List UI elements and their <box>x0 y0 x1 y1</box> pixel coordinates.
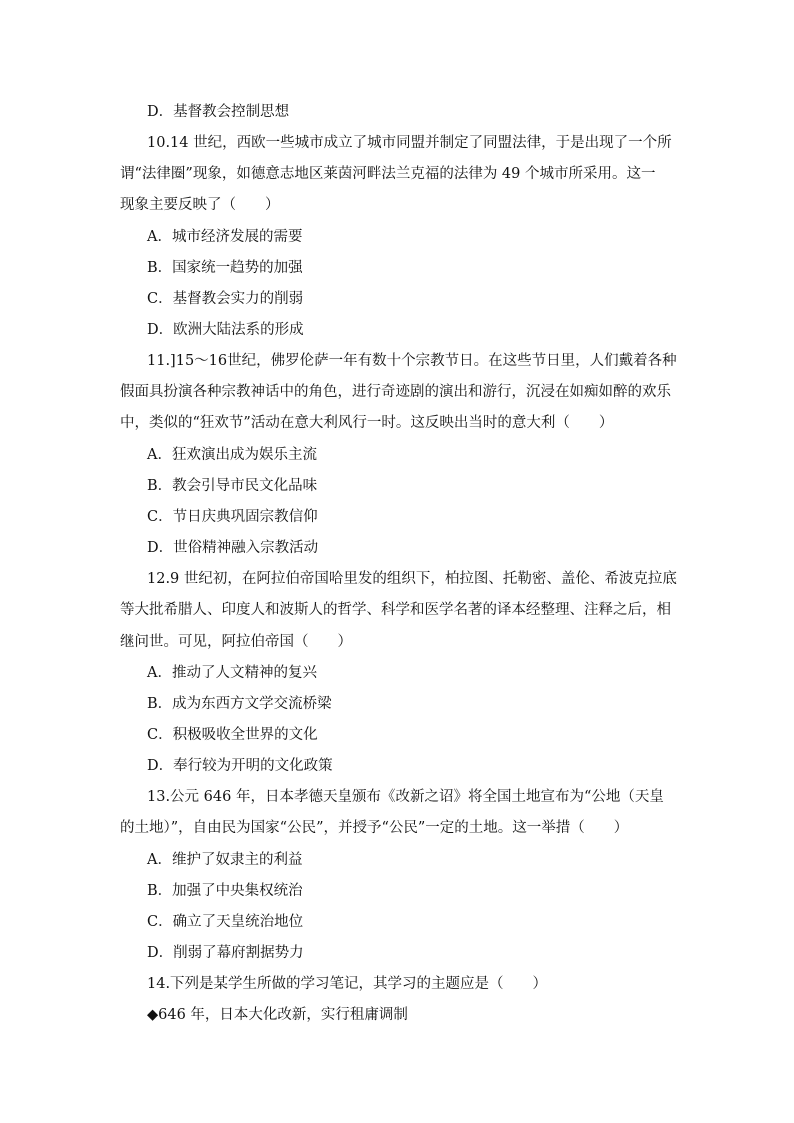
q11-stem-line-3: 中，类似的“狂欢节”活动在意大利风行一时。这反映出当时的意大利（ ） <box>120 415 614 431</box>
q11-option-a: A．狂欢演出成为娱乐主流 <box>147 447 317 463</box>
q10-stem-line-1: 10.14 世纪，西欧一些城市成立了城市同盟并制定了同盟法律，于是出现了一个所 <box>147 135 672 151</box>
q12-option-d: D．奉行较为开明的文化政策 <box>147 758 333 774</box>
q13-stem-line-1: 13.公元 646 年，日本孝德天皇颁布《改新之诏》将全国土地宣布为“公地（天皇 <box>147 789 664 805</box>
q10-option-c: C．基督教会实力的削弱 <box>147 291 304 307</box>
q13-option-c: C．确立了天皇统治地位 <box>147 914 304 930</box>
q11-option-c: C．节日庆典巩固宗教信仰 <box>147 509 318 525</box>
q10-stem-line-2: 谓“法律圈”现象，如德意志地区莱茵河畔法兰克福的法律为 49 个城市所采用。这一 <box>120 166 656 182</box>
q12-option-b: B．成为东西方文学交流桥梁 <box>147 696 332 712</box>
q11-stem-line-1: 11.]15～16世纪，佛罗伦萨一年有数十个宗教节日。在这些节日里，人们戴着各种 <box>147 353 677 369</box>
q9-option-d: D．基督教会控制思想 <box>147 104 290 120</box>
q13-option-a: A．维护了奴隶主的利益 <box>147 852 303 868</box>
q14-note-line-1: ◆646 年，日本大化改新，实行租庸调制 <box>147 1007 408 1023</box>
q13-option-d: D．削弱了幕府割据势力 <box>147 945 304 961</box>
q13-option-b: B．加强了中央集权统治 <box>147 883 303 899</box>
q13-stem-line-2: 的土地）”，自由民为国家“公民”，并授予“公民”一定的土地。这一举措（ ） <box>120 820 629 836</box>
q12-stem-line-1: 12.9 世纪初，在阿拉伯帝国哈里发的组织下，柏拉图、托勒密、盖伦、希波克拉底 <box>147 571 677 587</box>
q10-option-b: B．国家统一趋势的加强 <box>147 260 303 276</box>
q11-option-b: B．教会引导市民文化品味 <box>147 478 318 494</box>
q10-option-d: D．欧洲大陆法系的形成 <box>147 322 304 338</box>
q10-stem-line-3: 现象主要反映了（ ） <box>120 197 280 213</box>
q12-stem-line-3: 继问世。可见，阿拉伯帝国（ ） <box>120 634 352 650</box>
q11-stem-line-2: 假面具扮演各种宗教神话中的角色，进行奇迹剧的演出和游行，沉浸在如痴如醉的欢乐 <box>120 384 671 400</box>
q12-option-c: C．积极吸收全世界的文化 <box>147 727 318 743</box>
q14-stem: 14.下列是某学生所做的学习笔记，其学习的主题应是（ ） <box>147 976 548 992</box>
q12-stem-line-2: 等大批希腊人、印度人和波斯人的哲学、科学和医学名著的译本经整理、注释之后，相 <box>120 602 671 618</box>
q12-option-a: A．推动了人文精神的复兴 <box>147 665 317 681</box>
q10-option-a: A．城市经济发展的需要 <box>147 229 303 245</box>
q11-option-d: D．世俗精神融入宗教活动 <box>147 540 319 556</box>
